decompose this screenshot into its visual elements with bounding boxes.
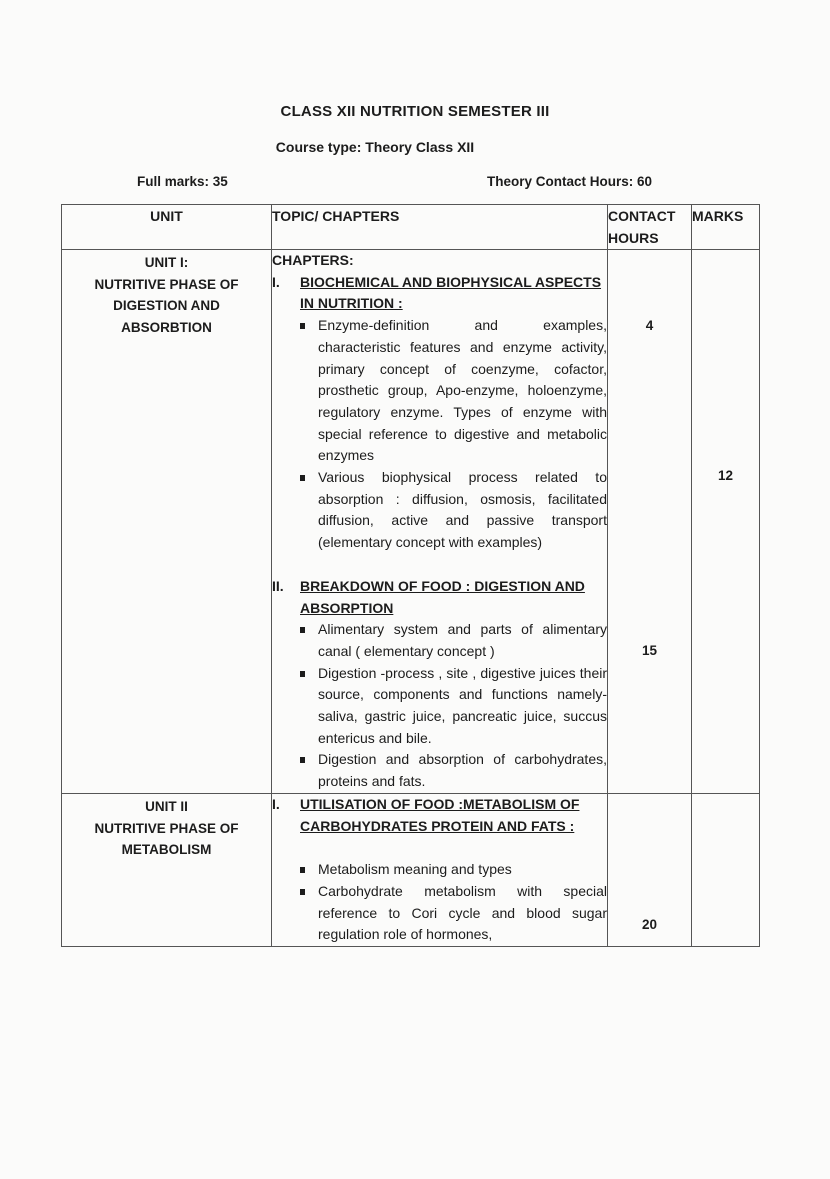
unit-name: UNIT I: NUTRITIVE PHASE OF DIGESTION AND ABSORBTION [94,255,239,336]
marks-cell [692,250,760,794]
chapter-heading [272,576,607,619]
marks-value: 12 [717,468,734,483]
table-header-row [62,205,760,250]
chapter-title: BIOCHEMICAL AND BIOPHYSICAL ASPECTS IN NUTRITION : [300,273,602,312]
marks-cell [692,793,760,946]
contact-hours-value: 4 [645,318,654,333]
page-title: CLASS XII NUTRITION SEMESTER III [280,103,550,120]
contact-hours-value: 15 [641,643,658,658]
unit-name: UNIT II NUTRITIVE PHASE OF METABOLISM [94,798,239,858]
full-marks: Full marks: 35 [137,174,228,189]
table-row [62,793,760,946]
contact-hours-cell [608,793,692,946]
chapter-heading [272,272,607,315]
unit-cell [62,793,272,946]
list-item: Digestion -process , site , digestive juices their source, components and functions namely- saliva, gastric juice, pancreatic juice, succus entericus and bile. [298,663,607,750]
column-header-marks: MARKS [692,205,760,250]
column-header-topic: TOPIC/ CHAPTERS [272,205,608,250]
course-type: Course type: Theory Class XII [275,139,475,155]
column-header-unit: UNIT [62,205,272,250]
chapter-number: I. [272,273,280,290]
list-item: Enzyme-definition and examples, characteristic features and enzyme activity, primary concept of coenzyme, cofactor, prosthetic group, Apo-enzyme, holoenzyme, regulatory enzyme. Types of enzyme with special reference to digestive and metabolic enzymes [298,315,607,467]
column-header-contact-hours: CONTACT HOURS [608,205,692,250]
theory-contact-hours: Theory Contact Hours: 60 [487,174,653,189]
list-item: Carbohydrate metabolism with special reference to Cori cycle and blood sugar regulation role of hormones, [298,881,607,946]
topic-cell [272,250,608,794]
table-row [62,250,760,794]
bullet-list [272,619,607,793]
list-item: Metabolism meaning and types [298,859,607,881]
contact-hours-value: 20 [641,917,658,933]
chapter-number: I. [272,795,280,812]
list-item: Alimentary system and parts of alimentary canal ( elementary concept ) [298,619,607,662]
topic-cell [272,793,608,946]
list-item: Various biophysical process related to absorption : diffusion, osmosis, facilitated diffusion, active and passive transport (elementary concept with examples) [298,467,607,554]
contact-hours-cell [608,250,692,794]
list-item: Digestion and absorption of carbohydrates, proteins and fats. [298,749,607,792]
chapter-heading [272,794,607,837]
syllabus-table [61,204,760,947]
chapter-title: UTILISATION OF FOOD :METABOLISM OF CARBOHYDRATES PROTEIN AND FATS : [300,795,580,834]
chapter-title: BREAKDOWN OF FOOD : DIGESTION AND ABSORPTION [300,577,585,616]
unit-cell [62,250,272,794]
chapter-number: II. [272,577,284,594]
bullet-list [272,315,607,554]
chapters-label: CHAPTERS: [272,252,354,268]
bullet-list [272,859,607,946]
